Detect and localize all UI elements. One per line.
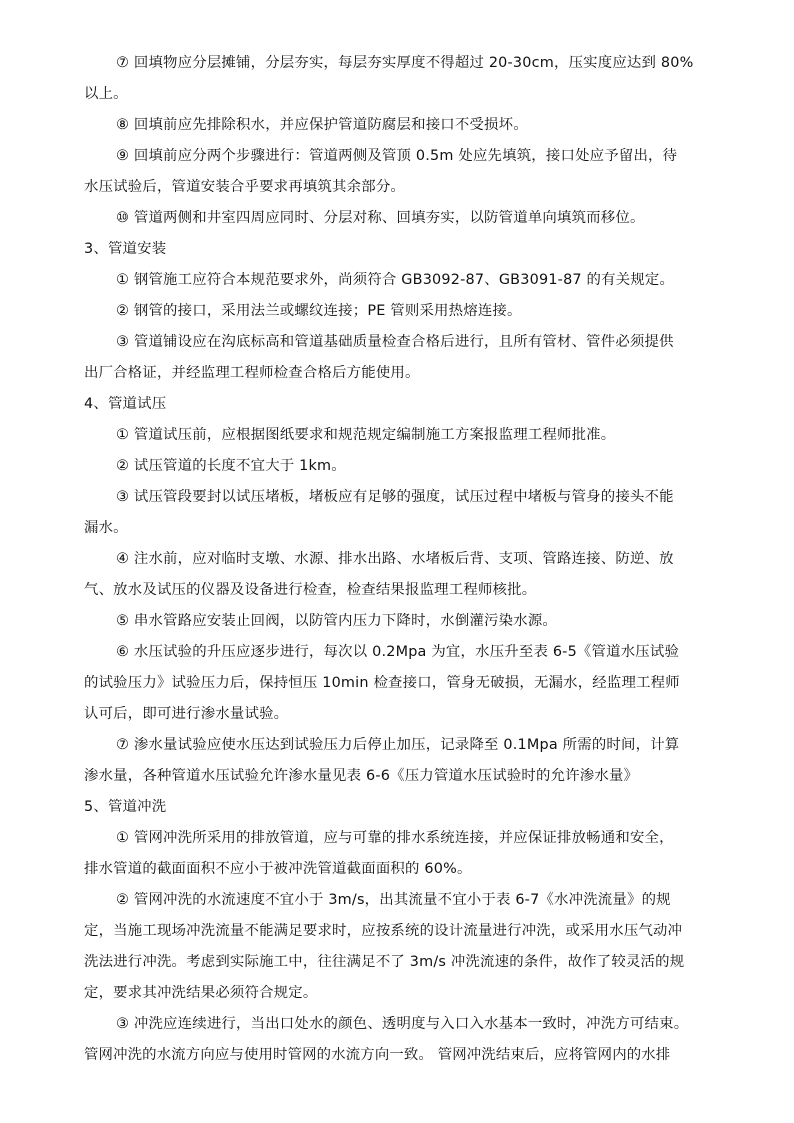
- paragraph-line: 以上。: [84, 86, 128, 102]
- paragraph-line: ④ 注水前，应对临时支墩、水源、排水出路、水堵板后背、支项、管路连接、防逆、放: [116, 551, 674, 567]
- paragraph-line: ⑩ 管道两侧和井室四周应同时、分层对称、回填夯实，以防管道单向填筑而移位。: [116, 210, 645, 226]
- paragraph-line: 渗水量，各种管道水压试验允许渗水量见表 6-6《压力管道水压试验时的允许渗水量》: [84, 768, 639, 784]
- paragraph-line: ③ 冲洗应连续进行，当出口处水的颜色、透明度与入口入水基本一致时，冲洗方可结束。: [116, 1016, 689, 1032]
- paragraph-line: 洗法进行冲洗。考虑到实际施工中，往往满足不了 3m/s 冲洗流速的条件，故作了较灵活的规: [84, 954, 685, 970]
- paragraph-line: ① 管道试压前，应根据图纸要求和规范规定编制施工方案报监理工程师批准。: [116, 427, 616, 443]
- paragraph-line: ⑨ 回填前应分两个步骤进行：管道两侧及管顶 0.5m 处应先填筑，接口处应予留出，待: [116, 148, 678, 164]
- paragraph-line: ③ 管道铺设应在沟底标高和管道基础质量检查合格后进行，且所有管材、管件必须提供: [116, 334, 674, 350]
- paragraph-line: ⑦ 回填物应分层摊铺，分层夯实，每层夯实厚度不得超过 20-30cm，压实度应达到 80%: [116, 55, 694, 71]
- paragraph-line: 认可后，即可进行渗水量试验。: [84, 706, 289, 722]
- paragraph-line: 定，要求其冲洗结果必须符合规定。: [84, 985, 318, 1001]
- paragraph-line: 气、放水及试压的仪器及设备进行检查，检查结果报监理工程师核批。: [84, 582, 537, 598]
- section-heading: 4、管道试压: [84, 396, 167, 412]
- paragraph-line: ② 管网冲洗的水流速度不宜小于 3m/s，出其流量不宜小于表 6-7《水冲洗流量》的规: [116, 892, 671, 908]
- paragraph-line: 的试验压力》试验压力后，保持恒压 10min 检查接口，管身无破损，无漏水，经监理工程师: [84, 675, 680, 691]
- section-heading: 5、管道冲洗: [84, 799, 167, 815]
- paragraph-line: 出厂合格证，并经监理工程师检查合格后方能使用。: [84, 365, 420, 381]
- section-heading: 3、管道安装: [84, 241, 167, 257]
- paragraph-line: ① 钢管施工应符合本规范要求外，尚须符合 GB3092-87、GB3091-87 的有关规定。: [116, 272, 675, 288]
- paragraph-line: ⑤ 串水管路应安装止回阀，以防管内压力下降时，水倒灌污染水源。: [116, 613, 558, 629]
- paragraph-line: ③ 试压管段要封以试压堵板，堵板应有足够的强度，试压过程中堵板与管身的接头不能: [116, 489, 674, 505]
- paragraph-line: ⑧ 回填前应先排除积水，并应保护管道防腐层和接口不受损坏。: [116, 117, 528, 133]
- paragraph-line: ② 钢管的接口，采用法兰或螺纹连接；PE 管则采用热熔连接。: [116, 303, 522, 319]
- paragraph-line: 水压试验后，管道安装合乎要求再填筑其余部分。: [84, 179, 405, 195]
- paragraph-line: ① 管网冲洗所采用的排放管道，应与可靠的排水系统连接，并应保证排放畅通和安全，: [116, 830, 674, 846]
- paragraph-line: ⑥ 水压试验的升压应逐步进行，每次以 0.2Mpa 为宜，水压升至表 6-5《管道水压试验: [116, 644, 680, 660]
- paragraph-line: ⑦ 渗水量试验应使水压达到试验压力后停止加压，记录降至 0.1Mpa 所需的时间，计算: [116, 737, 680, 753]
- paragraph-line: 排水管道的截面面积不应小于被冲洗管道截面面积的 60%。: [84, 861, 472, 877]
- paragraph-line: 管网冲洗的水流方向应与使用时管网的水流方向一致。 管网冲洗结束后，应将管网内的水排: [84, 1047, 671, 1063]
- paragraph-line: 定，当施工现场冲洗流量不能满足要求时，应按系统的设计流量进行冲洗，或采用水压气动冲: [84, 923, 683, 939]
- paragraph-line: ② 试压管道的长度不宜大于 1km。: [116, 458, 346, 474]
- paragraph-line: 漏水。: [84, 520, 128, 536]
